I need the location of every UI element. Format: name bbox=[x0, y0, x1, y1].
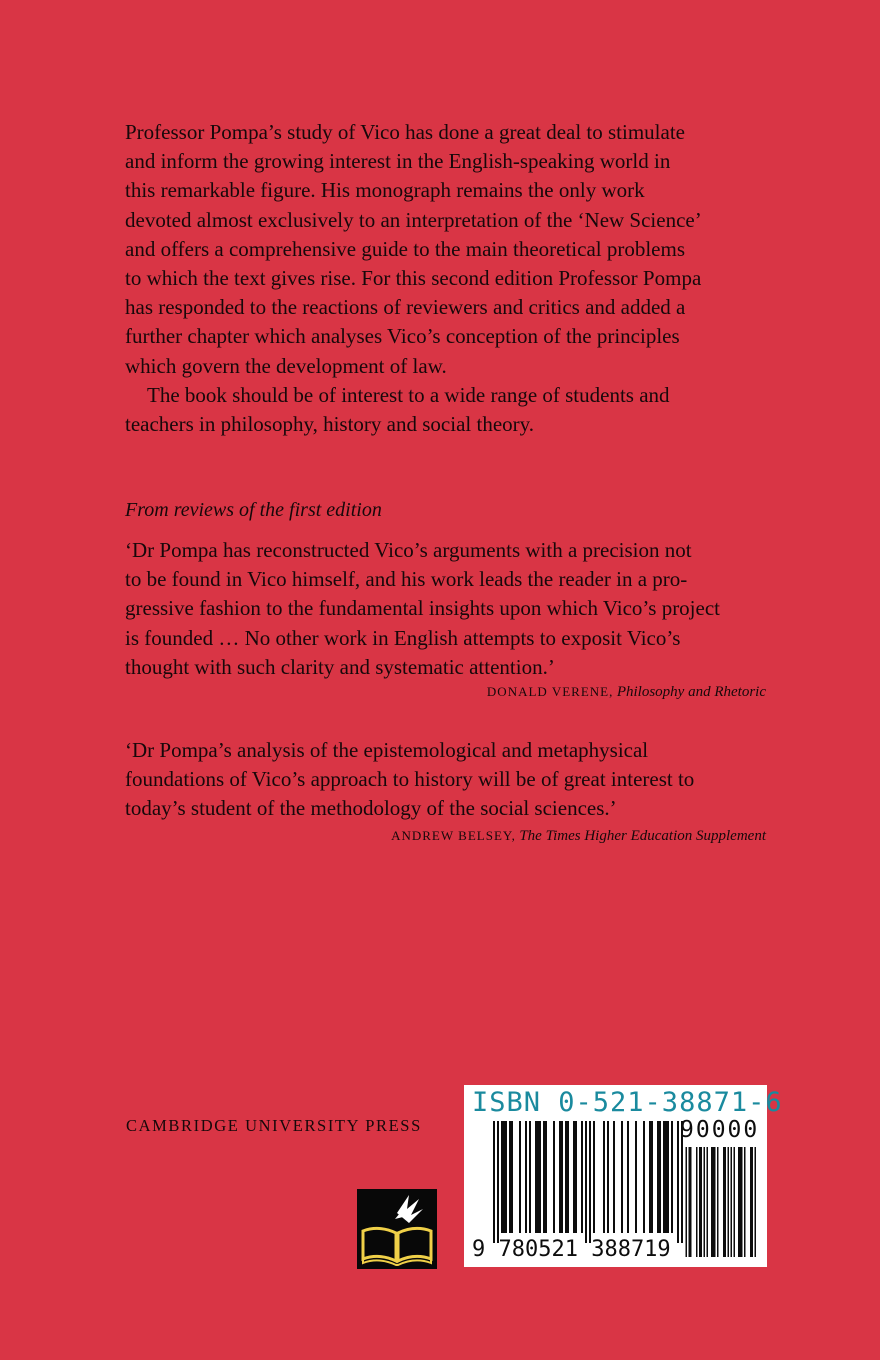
barcode-bar bbox=[613, 1121, 615, 1233]
barcode-bar bbox=[621, 1121, 623, 1233]
isbn-barcode bbox=[464, 1085, 783, 1267]
barcode-bar bbox=[497, 1121, 499, 1243]
logo-graphic bbox=[357, 1189, 437, 1269]
barcode-bar bbox=[581, 1121, 583, 1233]
book-right-page bbox=[398, 1228, 431, 1261]
blurb-line: teachers in philosophy, history and social theory. bbox=[125, 412, 535, 437]
barcode-addon-bar bbox=[723, 1147, 726, 1257]
barcode-bar bbox=[677, 1121, 679, 1243]
barcode-bar bbox=[535, 1121, 541, 1233]
barcode-addon-bar bbox=[755, 1147, 757, 1257]
barcode-addon-bar bbox=[711, 1147, 716, 1257]
blurb bbox=[125, 118, 775, 439]
quote-line: ‘Dr Pompa’s analysis of the epistemological and metaphysical bbox=[125, 738, 649, 762]
barcode-addon-bar bbox=[704, 1147, 706, 1257]
barcode-bar bbox=[519, 1121, 521, 1233]
publisher-name: CAMBRIDGE UNIVERSITY PRESS bbox=[126, 1116, 422, 1135]
review-attribution-2 bbox=[391, 828, 766, 845]
blurb-paragraph-1 bbox=[125, 118, 775, 381]
quote-line: is founded … No other work in English attempts to exposit Vico’s bbox=[125, 625, 681, 650]
reviewer-name: ANDREW BELSEY, bbox=[391, 828, 516, 843]
barcode-bar bbox=[553, 1121, 555, 1233]
barcode-bar bbox=[585, 1121, 587, 1243]
blurb-line: further chapter which analyses Vico’s conception of the principles bbox=[125, 324, 680, 349]
barcode-bar bbox=[603, 1121, 605, 1233]
quote-line: ‘Dr Pompa has reconstructed Vico’s arguments with a precision not bbox=[125, 538, 692, 562]
blurb-line: has responded to the reactions of reviewers and critics and added a bbox=[125, 295, 686, 320]
review-quote-1 bbox=[125, 536, 765, 682]
quote-line: today’s student of the methodology of the social sciences.’ bbox=[125, 796, 617, 821]
review-source: Philosophy and Rhetoric bbox=[616, 684, 766, 700]
blurb-line: to which the text gives rise. For this second edition Professor Pompa bbox=[125, 266, 702, 291]
barcode-addon-bar bbox=[686, 1147, 688, 1257]
quote-line: gressive fashion to the fundamental insights upon which Vico’s project bbox=[125, 596, 720, 621]
barcode-addon-bar bbox=[734, 1147, 736, 1257]
barcode-bar bbox=[671, 1121, 673, 1233]
barcode-bar bbox=[493, 1121, 495, 1243]
barcode-bar bbox=[663, 1121, 669, 1233]
barcode-bar bbox=[649, 1121, 653, 1233]
barcode-addon-number: 90000 bbox=[680, 1117, 760, 1143]
isbn-number: ISBN 0-521-38871-6 bbox=[472, 1087, 783, 1118]
barcode-addon-bar bbox=[717, 1147, 719, 1257]
blurb-line: and offers a comprehensive guide to the main theoretical problems bbox=[125, 236, 686, 261]
blurb-line: which govern the development of law. bbox=[125, 353, 447, 378]
barcode-bar bbox=[627, 1121, 629, 1233]
barcode-bar bbox=[559, 1121, 563, 1233]
barcode-addon-bar bbox=[689, 1147, 692, 1257]
blurb-line: and inform the growing interest in the English-speaking world in bbox=[125, 149, 671, 174]
blurb-line: Professor Pompa’s study of Vico has done a great deal to stimulate bbox=[125, 120, 685, 144]
barcode-bar bbox=[643, 1121, 645, 1233]
review-source: The Times Higher Education Supplement bbox=[519, 828, 766, 844]
review-quote-2 bbox=[125, 736, 765, 824]
barcode-addon-bar bbox=[750, 1147, 753, 1257]
barcode-ean-number: 9 780521 388719 bbox=[472, 1237, 671, 1262]
quote-line: to be found in Vico himself, and his work leads the reader in a pro- bbox=[125, 567, 688, 592]
open-book-with-flame-icon bbox=[357, 1189, 437, 1269]
barcode-bar bbox=[565, 1121, 569, 1233]
reviews-heading: From reviews of the first edition bbox=[125, 499, 382, 521]
barcode-bar bbox=[525, 1121, 527, 1233]
book-left-page bbox=[363, 1228, 396, 1261]
barcode-bar bbox=[573, 1121, 577, 1233]
barcode-addon-bar bbox=[738, 1147, 743, 1257]
blurb-paragraph-2 bbox=[125, 381, 775, 439]
quote-line: foundations of Vico’s approach to history will be of great interest to bbox=[125, 767, 695, 792]
reviewer-name: DONALD VERENE, bbox=[486, 684, 614, 699]
barcode-bar bbox=[589, 1121, 591, 1243]
barcode-addon-bar bbox=[744, 1147, 746, 1257]
flame-shape bbox=[397, 1195, 423, 1223]
barcode-bar bbox=[529, 1121, 531, 1233]
barcode-bar bbox=[657, 1121, 661, 1233]
quote-line: thought with such clarity and systematic attention.’ bbox=[125, 654, 555, 679]
barcode-bar bbox=[635, 1121, 637, 1233]
blurb-line: The book should be of interest to a wide range of students and bbox=[147, 382, 670, 407]
barcode-bar bbox=[509, 1121, 513, 1233]
barcode-addon-bar bbox=[731, 1147, 733, 1257]
barcode-addon-bar bbox=[696, 1147, 698, 1257]
review-attribution-1 bbox=[487, 684, 766, 701]
barcode-bar bbox=[607, 1121, 609, 1233]
barcode-bar bbox=[593, 1121, 595, 1233]
blurb-line: devoted almost exclusively to an interpretation of the ‘New Science’ bbox=[125, 207, 702, 232]
barcode-bar bbox=[543, 1121, 547, 1233]
barcode-addon-bar bbox=[728, 1147, 730, 1257]
barcode-bar bbox=[501, 1121, 507, 1233]
barcode-addon-bar bbox=[707, 1147, 709, 1257]
blurb-line: this remarkable figure. His monograph remains the only work bbox=[125, 178, 645, 203]
barcode-addon-bar bbox=[699, 1147, 702, 1257]
